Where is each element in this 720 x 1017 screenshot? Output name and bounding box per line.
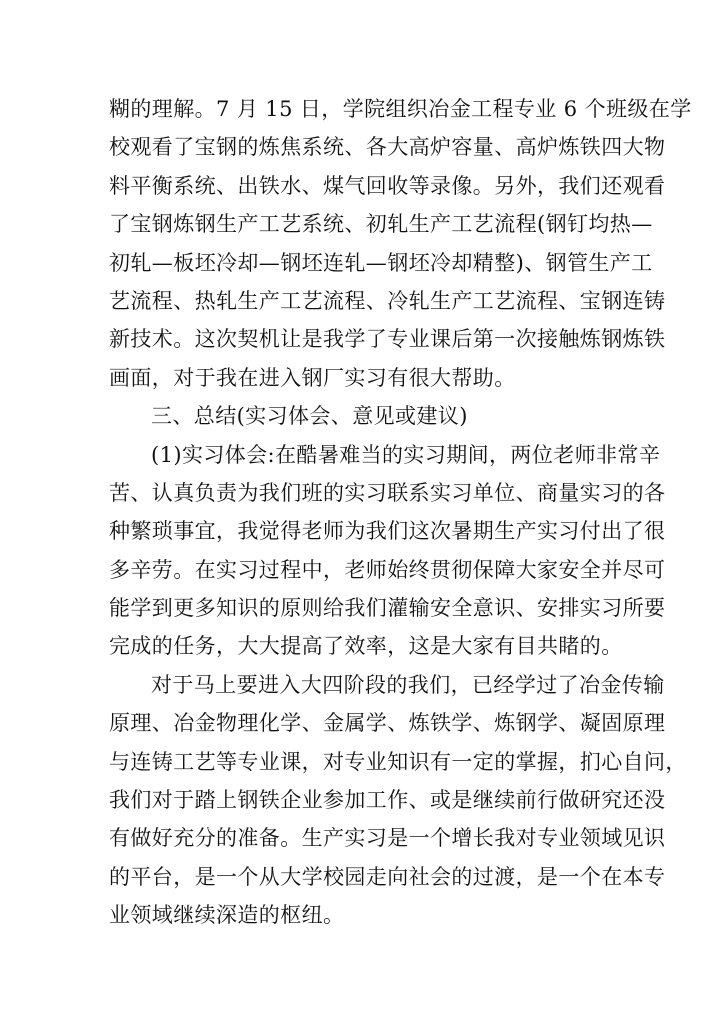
text-line: 校观看了宝钢的炼焦系统、各大高炉容量、高炉炼铁四大物 [109, 135, 666, 160]
text-line: 苦、认真负责为我们班的实习联系实习单位、商量实习的各 [109, 480, 666, 505]
text-line: 的平台，是一个从大学校园走向社会的过渡，是一个在本专 [109, 864, 666, 889]
document-body [109, 90, 692, 935]
text-line: 能学到更多知识的原则给我们灌输安全意识、安排实习所要 [109, 596, 666, 621]
text-line: 有做好充分的准备。生产实习是一个增长我对专业领域见识 [109, 826, 666, 851]
text-line: 我们对于踏上钢铁企业参加工作、或是继续前行做研究还没 [109, 788, 666, 813]
text-line: 新技术。这次契机让是我学了专业课后第一次接触炼钢炼铁 [109, 327, 666, 352]
text-line: 完成的任务，大大提高了效率，这是大家有目共睹的。 [109, 634, 623, 659]
text-line: 对于马上要进入大四阶段的我们，已经学过了冶金传输 [151, 672, 665, 697]
text-line: 料平衡系统、出铁水、煤气回收等录像。另外，我们还观看 [109, 173, 666, 198]
text-line: 业领域继续深造的枢纽。 [109, 903, 345, 928]
text-line: 艺流程、热轧生产工艺流程、冷轧生产工艺流程、宝钢连铸 [109, 288, 666, 313]
text-line: (1)实习体会:在酷暑难当的实习期间，两位老师非常辛 [151, 442, 661, 467]
text-line: 原理、冶金物理化学、金属学、炼铁学、炼钢学、凝固原理 [109, 711, 666, 736]
text-line: 多辛劳。在实习过程中，老师始终贯彻保障大家安全并尽可 [109, 557, 666, 582]
text-line: 种繁琐事宜，我觉得老师为我们这次暑期生产实习付出了很 [109, 519, 666, 544]
text-line: 初轧—板坯冷却—钢坯连轧—钢坯冷却精整)、钢管生产工 [109, 250, 653, 275]
text-line: 画面，对于我在进入钢厂实习有很大帮助。 [109, 365, 516, 390]
text-line: 了宝钢炼钢生产工艺系统、初轧生产工艺流程(钢钉均热— [109, 212, 653, 237]
text-line: 糊的理解。7 月 15 日，学院组织冶金工程专业 6 个班级在学 [109, 97, 692, 121]
text-line: 与连铸工艺等专业课，对专业知识有一定的掌握，扪心自问， [109, 749, 687, 774]
section-heading: 三、总结(实习体会、意见或建议) [151, 404, 468, 429]
